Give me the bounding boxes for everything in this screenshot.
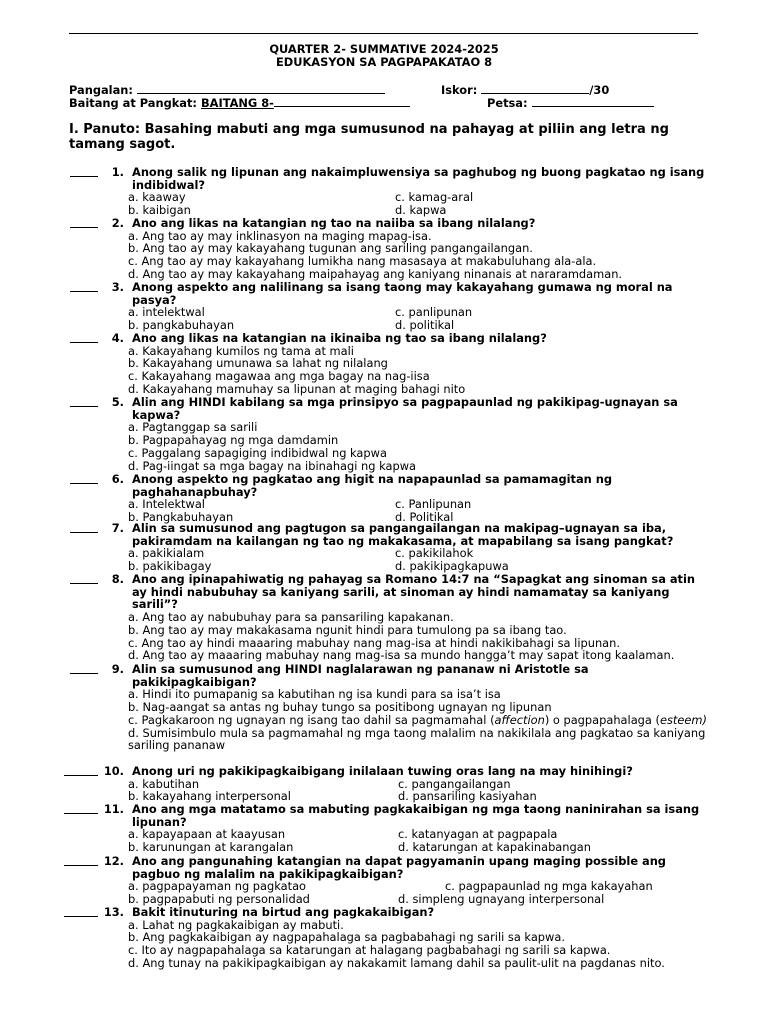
option-d: d. kapwa [395, 203, 447, 218]
answer-blank[interactable] [64, 906, 98, 917]
question-8 [62, 573, 712, 662]
option-c: c. pagpapaunlad ng mga kakayahan [445, 879, 653, 894]
option-c: c. kamag-aral [395, 190, 474, 205]
option-a: a. Kakayahang kumilos ng tama at mali [128, 343, 354, 358]
petsa-label: Petsa: [487, 96, 528, 110]
option-a: a. Ang tao ay may inklinasyon na maging mapag-isa. [128, 228, 432, 243]
option-d: d. Politikal [395, 510, 454, 525]
option-d: d. Ang tao ay maaaring mabuhay nang mag-isa sa mundo hangga’t may sapat itong kaalaman. [128, 648, 675, 663]
question-text: Ano ang ipinapahiwatig ng pahayag sa Romano 14:7 na “Sapagkat ang sinoman sa atin ay hindi nabubuhay sa kaniyang sarili, at sinoman ay hindi namamatay sa kaniyang sarili”? [132, 572, 695, 612]
baitang-blank[interactable] [274, 96, 410, 107]
option-a: a. Hindi ito pumapanig sa kabutihan ng isa kundi para sa isa’t isa [128, 687, 501, 702]
question-text: Anong aspekto ng pagkatao ang higit na napapaunlad sa pamamagitan ng paghahanapbuhay? [132, 472, 613, 499]
question-number: 6. [111, 472, 124, 486]
option-d: d. Sumisimbulo mula sa pagmamahal ng mga taong malalim na nakikilala ang pagkatao sa kaniyang sariling pananaw [128, 725, 706, 753]
question-5 [62, 396, 712, 472]
answer-blank[interactable] [70, 573, 98, 584]
option-a: a. Ang tao ay nabubuhay para sa pansariling kapakanan. [128, 610, 454, 625]
baitang-value: BAITANG 8- [200, 96, 274, 110]
option-a: a. Lahat ng pagkakaibigan ay mabuti. [128, 917, 344, 932]
answer-blank[interactable] [64, 803, 98, 814]
option-b: b. pagpapabuti ng personalidad [128, 892, 310, 907]
question-number: 10. [103, 764, 124, 778]
option-c: c. Ito ay nagpapahalaga sa katarungan at halagang pagbabahagi ng sarili sa kapwa. [128, 943, 611, 958]
option-d: d. Kakayahang mamuhay sa lipunan at maging bahagi nito [128, 381, 466, 396]
question-number: 7. [111, 521, 124, 535]
option-b: b. Kakayahang umunawa sa lahat ng nilalang [128, 356, 388, 371]
option-c-text: ) o pagpapahalaga ( [544, 712, 660, 727]
baitang-field[interactable] [69, 96, 410, 110]
answer-blank[interactable] [64, 855, 98, 866]
option-a: a. pagpapayaman ng pagkatao [128, 879, 307, 894]
option-b: b. kaibigan [128, 203, 191, 218]
question-2 [62, 217, 712, 281]
option-c: c. Ang tao ay may kakayahang lumikha nang masasaya at makabuluhang ala-ala. [128, 254, 597, 269]
option-a: a. Pagtanggap sa sarili [128, 420, 258, 435]
option-c-text: c. Pagkakaroon ng ugnayan ng isang tao dahil sa pagmamahal ( [128, 712, 495, 727]
option-b: b. karunungan at karangalan [128, 840, 294, 855]
option-b: b. pangkabuhayan [128, 318, 235, 333]
option-c: c. panlipunan [395, 305, 473, 320]
answer-blank[interactable] [70, 166, 98, 177]
question-9 [62, 663, 712, 752]
question-text: Anong salik ng lipunan ang nakaimpluwensiya sa paghubog ng buong pagkatao ng isang indibidwal? [132, 165, 705, 192]
question-number: 2. [111, 216, 124, 230]
option-d: d. simpleng ugnayang interpersonal [398, 892, 605, 907]
question-11 [62, 803, 712, 854]
question-text: Alin sa sumusunod ang HINDI naglalarawan ng pananaw ni Aristotle sa pakikipagkaibigan? [132, 662, 589, 689]
option-d: d. pakikipagkapuwa [395, 559, 509, 574]
question-text: Bakit itinuturing na birtud ang pagkakaibigan? [132, 905, 435, 919]
question-6 [62, 473, 712, 524]
answer-blank[interactable] [70, 522, 98, 533]
option-b: b. kakayahang interpersonal [128, 789, 291, 804]
answer-blank[interactable] [70, 281, 98, 292]
instruction: I. Panuto: Basahing mabuti ang mga sumusunod na pahayag at piliin ang letra ng tamang sagot. [69, 122, 669, 152]
option-b: b. Pangkabuhayan [128, 510, 234, 525]
question-text: Ano ang likas na katangian na ikinaiba ng tao sa ibang nilalang? [132, 331, 547, 345]
exam-subject: EDUKASYON SA PAGPAPAKATAO 8 [275, 55, 493, 69]
option-d: d. Ang tunay na pakikipagkaibigan ay nakakamit lamang dahil sa paulit-ulit na pagdanas nito. [128, 955, 665, 970]
iskor-field[interactable] [441, 83, 609, 97]
option-a: a. Intelektwal [128, 497, 205, 512]
option-b: b. Ang tao ay may kakayahang tugunan ang sariling pangangailangan. [128, 241, 533, 256]
option-c: c. pangangailangan [398, 776, 511, 791]
option-c-term: esteem) [659, 712, 707, 727]
answer-blank[interactable] [70, 663, 98, 674]
option-c [128, 714, 712, 727]
option-b: b. pakikibagay [128, 559, 212, 574]
question-number: 5. [111, 395, 124, 409]
question-number: 4. [111, 331, 124, 345]
option-a: a. kaaway [128, 190, 186, 205]
option-c: c. Ang tao ay hindi maaaring mabuhay nang mag-isa at hindi nakikibahagi sa lipunan. [128, 635, 620, 650]
baitang-label: Baitang at Pangkat: [69, 96, 197, 110]
pangalan-blank[interactable] [137, 83, 385, 94]
question-number: 1. [111, 165, 124, 179]
question-text: Alin ang HINDI kabilang sa mga prinsipyo sa pagpapaunlad ng pakikipag-ugnayan sa kapwa? [132, 395, 678, 422]
iskor-label: Iskor: [441, 83, 478, 97]
answer-blank[interactable] [70, 473, 98, 484]
question-4 [62, 332, 712, 396]
option-c: c. Panlipunan [395, 497, 472, 512]
question-number: 9. [111, 662, 124, 676]
option-c: c. pakikilahok [395, 546, 474, 561]
question-3 [62, 281, 712, 332]
option-c: c. katanyagan at pagpapala [398, 827, 558, 842]
question-text: Ano ang mga matatamo sa mabuting pagkakaibigan ng mga taong naninirahan sa isang lipunan? [132, 802, 700, 829]
top-rule [69, 33, 698, 34]
option-c: c. Kakayahang magawaa ang mga bagay na nag-iisa [128, 369, 430, 384]
pangalan-label: Pangalan: [69, 83, 133, 97]
question-1 [62, 166, 712, 217]
iskor-total: /30 [589, 83, 610, 97]
option-b: b. Ang pagkakaibigan ay nagpapahalaga sa pagbabahagi ng sarili sa kapwa. [128, 930, 565, 945]
question-number: 12. [103, 854, 124, 868]
question-text: Anong uri ng pakikipagkaibigang inilalaan tuwing oras lang na may hinihingi? [132, 764, 633, 778]
option-b: b. Nag-aangat sa antas ng buhay tungo sa positibong ugnayan ng lipunan [128, 700, 552, 715]
petsa-field[interactable] [487, 96, 654, 110]
option-b: b. Ang tao ay may makakasama ngunit hindi para tumulong pa sa ibang tao. [128, 622, 567, 637]
question-10 [62, 765, 712, 803]
question-text: Anong aspekto ang nalilinang sa isang taong may kakayahang gumawa ng moral na pasya? [132, 280, 673, 307]
option-a: a. intelektwal [128, 305, 205, 320]
option-d: d. Ang tao ay may kakayahang maipahayag ang kaniyang ninanais at nararamdaman. [128, 266, 623, 281]
exam-title: QUARTER 2- SUMMATIVE 2024-2025 [269, 42, 499, 56]
option-a: a. kabutihan [128, 776, 200, 791]
option-a: a. kapayapaan at kaayusan [128, 827, 286, 842]
option-a: a. pakikialam [128, 546, 205, 561]
pangalan-field[interactable] [69, 83, 385, 97]
question-text: Ano ang likas na katangian ng tao na naiiba sa ibang nilalang? [132, 216, 536, 230]
option-d: d. katarungan at kapakinabangan [398, 840, 591, 855]
question-12 [62, 855, 712, 906]
question-7 [62, 522, 712, 573]
answer-blank[interactable] [70, 396, 98, 407]
option-c-term: affection [494, 712, 545, 727]
question-number: 8. [111, 572, 124, 586]
option-c: c. Paggalang sapagiging indibidwal ng kapwa [128, 445, 387, 460]
answer-blank[interactable] [64, 765, 98, 776]
question-text: Alin sa sumusunod ang pagtugon sa pangangailangan na makipag–ugnayan sa iba, pakiramdam na kailangan ng tao ng makakasama, at mapabilang sa isang pangkat? [132, 521, 674, 548]
iskor-blank[interactable] [481, 83, 589, 94]
question-number: 11. [103, 802, 124, 816]
answer-blank[interactable] [70, 332, 98, 343]
option-b: b. Pagpapahayag ng mga damdamin [128, 433, 339, 448]
answer-blank[interactable] [70, 217, 98, 228]
question-text: Ano ang pangunahing katangian na dapat pagyamanin upang maging possible ang pagbuo ng malalim na pakikipagkaibigan? [132, 854, 666, 881]
petsa-blank[interactable] [532, 96, 654, 107]
option-d: d. pansariling kasiyahan [398, 789, 537, 804]
option-d: d. Pag-iingat sa mga bagay na ibinahagi ng kapwa [128, 458, 417, 473]
question-number: 3. [111, 280, 124, 294]
option-d: d. politikal [395, 318, 455, 333]
question-number: 13. [103, 905, 124, 919]
question-13 [62, 906, 712, 970]
